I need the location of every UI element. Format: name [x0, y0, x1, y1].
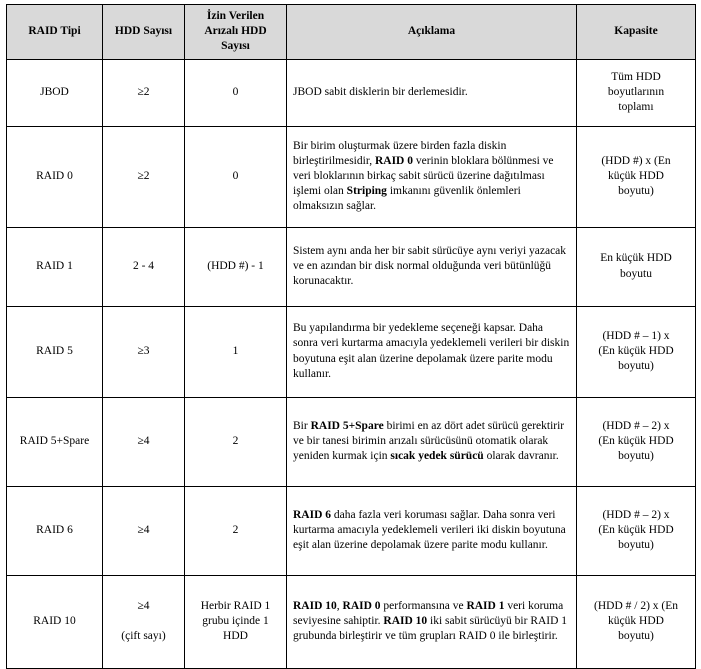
- capacity-line: (HDD #) x (En: [601, 154, 671, 167]
- cell-description: [287, 486, 577, 575]
- table-row: [7, 397, 696, 486]
- description-emphasis: Striping: [346, 185, 387, 198]
- description-emphasis: RAID 1: [466, 599, 505, 612]
- description-text: Bu yapılandırma bir yedekleme seçeneği kapsar. Daha sonra veri kurtarma amacıyla yedeklemeli verileri bir diskin boyutuna eşit alan üzerine depolamak üzere parite modu kullanır.: [293, 322, 570, 380]
- description-text: birimi en az dört adet sürücü gerektirir ve bir tanesi birimin arızalı sürücüsünü otomatik olarak yeniden kurmak için: [293, 419, 565, 463]
- capacity-line: boyutu: [620, 267, 652, 280]
- cell-hdd-count-note: (çift sayı): [121, 630, 166, 643]
- description-text: verinin bloklara bölünmesi ve veri bloklarının birkaç sabit sürücü üzerine dağıtılması işlemi olan: [293, 154, 554, 198]
- description-text: Bir: [293, 419, 311, 432]
- cell-raid-type: RAID 0: [7, 126, 103, 227]
- capacity-line: En küçük HDD: [600, 252, 672, 265]
- column-header-hdd-count: HDD Sayısı: [103, 5, 185, 60]
- capacity-line: (HDD # / 2) x (En: [594, 599, 678, 612]
- description-emphasis: sıcak yedek sürücü: [390, 450, 484, 463]
- description-text: Sistem aynı anda her bir sabit sürücüye aynı veriyi yazacak ve en azından bir disk normal olduğunda veri bütünlüğü korunacaktır.: [293, 244, 567, 288]
- cell-hdd-count: [103, 59, 185, 126]
- column-header-allowed-failed-hdd: İzin Verilen Arızalı HDD Sayısı: [185, 5, 287, 60]
- cell-hdd-count-value: ≥2: [137, 85, 150, 98]
- cell-description: [287, 397, 577, 486]
- cell-hdd-count-value: ≥4: [137, 599, 150, 612]
- description-text: ,: [336, 599, 343, 612]
- cell-raid-type: JBOD: [7, 59, 103, 126]
- cell-allowed-failed-hdd: 2: [185, 397, 287, 486]
- column-header-raid-type: RAID Tipi: [7, 5, 103, 60]
- table-row: [7, 227, 696, 306]
- description-emphasis: RAID 0: [374, 154, 413, 167]
- cell-hdd-count: [103, 575, 185, 668]
- cell-hdd-count-value: ≥4: [137, 523, 150, 536]
- table-row: [7, 126, 696, 227]
- column-header-capacity: Kapasite: [577, 5, 696, 60]
- capacity-line: boyutu): [618, 450, 654, 463]
- capacity-line: küçük HDD: [608, 614, 664, 627]
- cell-raid-type: RAID 1: [7, 227, 103, 306]
- table-header: [7, 5, 696, 60]
- cell-raid-type: RAID 6: [7, 486, 103, 575]
- cell-capacity: [577, 227, 696, 306]
- cell-allowed-failed-hdd: 2: [185, 486, 287, 575]
- cell-capacity: [577, 59, 696, 126]
- cell-hdd-count-value: ≥3: [137, 344, 150, 357]
- description-emphasis: RAID 5+Spare: [310, 419, 384, 432]
- capacity-line: (En küçük HDD: [598, 523, 674, 536]
- description-text: Bir birim oluşturmak üzere birden fazla diskin birleştirilmesidir,: [293, 139, 507, 167]
- cell-allowed-failed-hdd: 0: [185, 59, 287, 126]
- cell-raid-type: RAID 5: [7, 306, 103, 397]
- document-page: [0, 4, 701, 643]
- capacity-line: boyutu): [618, 360, 654, 373]
- cell-raid-type: RAID 10: [7, 575, 103, 668]
- cell-hdd-count-value: ≥4: [137, 434, 150, 447]
- cell-hdd-count: [103, 126, 185, 227]
- cell-allowed-failed-hdd: 1: [185, 306, 287, 397]
- table-row: [7, 59, 696, 126]
- cell-description: [287, 306, 577, 397]
- table-row: [7, 575, 696, 668]
- description-text: veri koruma seviyesine sahiptir.: [293, 599, 564, 627]
- cell-hdd-count: [103, 397, 185, 486]
- table-body: [7, 59, 696, 668]
- cell-description: [287, 575, 577, 668]
- cell-capacity: [577, 575, 696, 668]
- cell-description: [287, 59, 577, 126]
- capacity-line: boyutu): [618, 630, 654, 643]
- cell-hdd-count-value: ≥2: [137, 169, 150, 182]
- capacity-line: (HDD # – 2) x: [602, 419, 670, 432]
- description-text: performansına ve: [380, 599, 467, 612]
- description-text: imkanını güvenlik önlemleri olmaksızın sağlar.: [293, 185, 521, 213]
- cell-hdd-count: [103, 227, 185, 306]
- cell-allowed-failed-hdd: 0: [185, 126, 287, 227]
- capacity-line: Tüm HDD: [611, 70, 661, 83]
- raid-comparison-table: [6, 4, 696, 669]
- cell-capacity: [577, 306, 696, 397]
- capacity-line: toplamı: [618, 101, 654, 114]
- description-text: iki sabit sürücüyü bir RAID 1 grubunda birleştirir ve tüm grupları RAID 0 ile birleştirir.: [293, 614, 568, 643]
- description-text: olarak davranır.: [483, 450, 559, 463]
- capacity-line: boyutlarının: [607, 85, 665, 98]
- description-emphasis: RAID 10: [293, 599, 337, 612]
- cell-capacity: [577, 397, 696, 486]
- capacity-line: (HDD # – 2) x: [602, 508, 670, 521]
- description-emphasis: RAID 0: [342, 599, 381, 612]
- capacity-line: (HDD # – 1) x: [602, 329, 670, 342]
- description-text: JBOD sabit disklerin bir derlemesidir.: [293, 85, 468, 98]
- table-row: [7, 306, 696, 397]
- cell-allowed-failed-hdd: Herbir RAID 1 grubu içinde 1 HDD: [185, 575, 287, 668]
- cell-capacity: [577, 486, 696, 575]
- capacity-line: (En küçük HDD: [598, 344, 674, 357]
- capacity-line: (En küçük HDD: [598, 434, 674, 447]
- cell-hdd-count: [103, 306, 185, 397]
- capacity-line: boyutu): [618, 539, 654, 552]
- capacity-line: boyutu): [618, 185, 654, 198]
- cell-hdd-count: [103, 486, 185, 575]
- cell-allowed-failed-hdd: (HDD #) - 1: [185, 227, 287, 306]
- description-text: daha fazla veri koruması sağlar. Daha sonra veri kurtarma amacıyla yedeklemeli verileri iki diskin boyutuna eşit alan üzerine depolamak üzere parite modu kullanır.: [293, 508, 566, 552]
- cell-raid-type: RAID 5+Spare: [7, 397, 103, 486]
- table-header-row: [7, 5, 696, 60]
- column-header-description: Açıklama: [287, 5, 577, 60]
- capacity-line: küçük HDD: [608, 169, 664, 182]
- cell-description: [287, 227, 577, 306]
- cell-capacity: [577, 126, 696, 227]
- description-emphasis: RAID 10: [383, 614, 428, 627]
- cell-description: [287, 126, 577, 227]
- description-emphasis: RAID 6: [293, 508, 332, 521]
- table-row: [7, 486, 696, 575]
- cell-hdd-count-value: 2 - 4: [132, 259, 155, 272]
